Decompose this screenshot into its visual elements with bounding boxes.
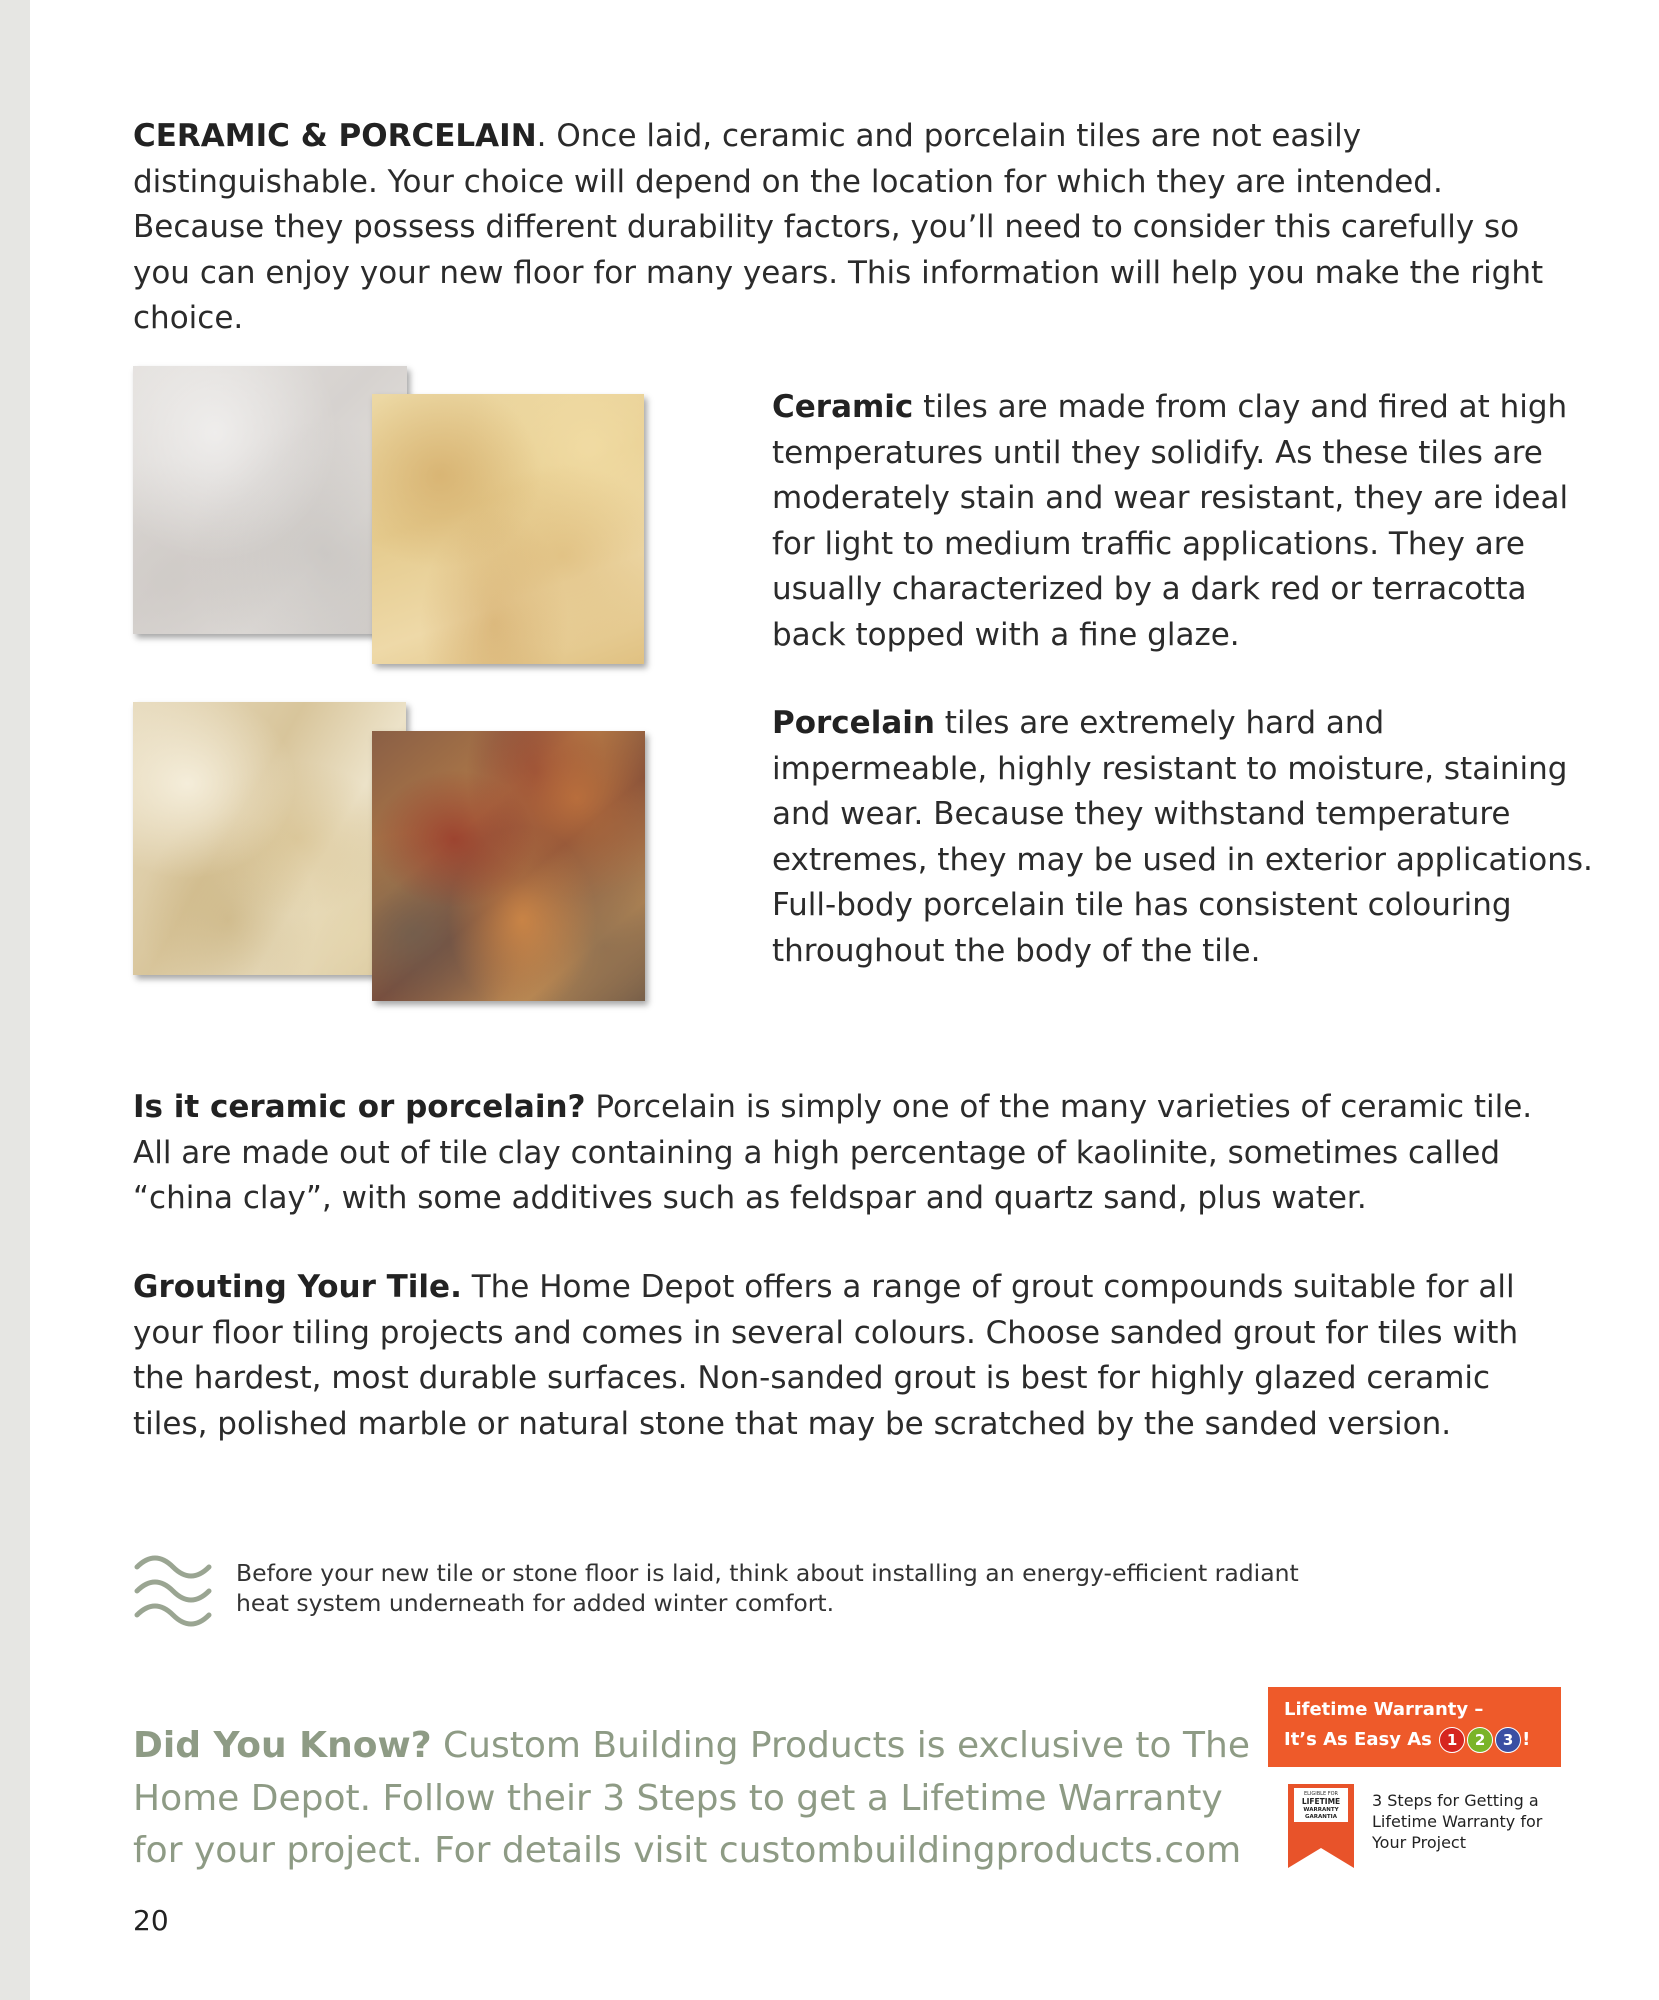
grout-paragraph	[133, 1265, 1573, 1447]
intro-paragraph	[133, 114, 1573, 342]
intro-body: . Once laid, ceramic and porcelain tiles are not easily distinguishable. Your choice will depend on the location for which they are intended. Because they possess different durability factors, you’ll need to consider this carefully so you can enjoy your new floor for many years. This information will help you make the right choice.	[133, 118, 1544, 336]
ribbon-line-2: WARRANTY	[1303, 1807, 1339, 1813]
page-edge-strip	[0, 0, 30, 2000]
ribbon-small-top: ELIGIBLE FOR	[1303, 1791, 1339, 1797]
porcelain-term: Porcelain	[772, 705, 935, 741]
step-2-circle: 2	[1467, 1727, 1493, 1753]
is-it-body: Porcelain is simply one of the many varieties of ceramic tile. All are made out of tile clay containing a high percentage of kaolinite, sometimes called “china clay”, with some additives such as feldspar and quartz sand, plus water.	[133, 1089, 1533, 1216]
porcelain-paragraph	[772, 701, 1602, 974]
did-you-know-label: Did You Know?	[133, 1725, 432, 1766]
tile-image-cream-ceramic	[372, 394, 644, 664]
badge-line-2-suffix: !	[1522, 1729, 1531, 1750]
badge-line-1: Lifetime Warranty –	[1284, 1699, 1484, 1720]
is-it-term: Is it ceramic or porcelain?	[133, 1089, 586, 1125]
lifetime-warranty-ribbon-icon	[1286, 1782, 1356, 1872]
lifetime-warranty-badge	[1268, 1687, 1561, 1767]
radiant-heat-tip: Before your new tile or stone floor is laid, think about installing an energy-efficient radiant heat system underneath for added winter comfort.	[236, 1559, 1299, 1617]
did-you-know-body: Custom Building Products is exclusive to The Home Depot. Follow their 3 Steps to get a Lifetime Warranty for your project. For details visit custombuildingproducts.com	[133, 1725, 1250, 1871]
ribbon-caption: 3 Steps for Getting a Lifetime Warranty for Your Project	[1372, 1791, 1543, 1852]
grout-term: Grouting Your Tile.	[133, 1269, 462, 1305]
tile-image-travertine-porcelain	[133, 702, 406, 975]
tile-image-grey-ceramic	[133, 366, 407, 634]
intro-heading: CERAMIC & PORCELAIN	[133, 118, 537, 154]
is-it-paragraph	[133, 1085, 1573, 1222]
ceramic-term: Ceramic	[772, 389, 914, 425]
page-number: 20	[133, 1904, 169, 1937]
did-you-know-callout	[133, 1720, 1253, 1878]
badge-line-2-prefix: It’s As Easy As	[1284, 1729, 1439, 1750]
grout-body: The Home Depot offers a range of grout compounds suitable for all your floor tiling projects and comes in several colours. Choose sanded grout for tiles with the hardest, most durable surfaces. Non-sanded grout is best for highly glazed ceramic tiles, polished marble or natural stone that may be scratched by the sanded version.	[133, 1269, 1519, 1442]
radiant-heat-waves-icon	[133, 1553, 213, 1628]
step-1-circle: 1	[1439, 1727, 1465, 1753]
porcelain-body: tiles are extremely hard and impermeable, highly resistant to moisture, staining and wear. Because they withstand temperature extremes, they may be used in exterior applications. Full-body porcelain tile has consistent colouring throughout the body of the tile.	[772, 705, 1593, 969]
ribbon-line-3: GARANTIA	[1305, 1814, 1337, 1820]
ceramic-paragraph	[772, 385, 1602, 658]
badge-line-2	[1284, 1725, 1545, 1755]
tile-image-slate-porcelain	[372, 731, 645, 1001]
step-3-circle: 3	[1495, 1727, 1521, 1753]
ceramic-body: tiles are made from clay and fired at high temperatures until they solidify. As these tiles are moderately stain and wear resistant, they are ideal for light to medium traffic applications. They are usually characterized by a dark red or terracotta back topped with a fine glaze.	[772, 389, 1569, 653]
ribbon-line-1: LIFETIME	[1301, 1797, 1341, 1806]
